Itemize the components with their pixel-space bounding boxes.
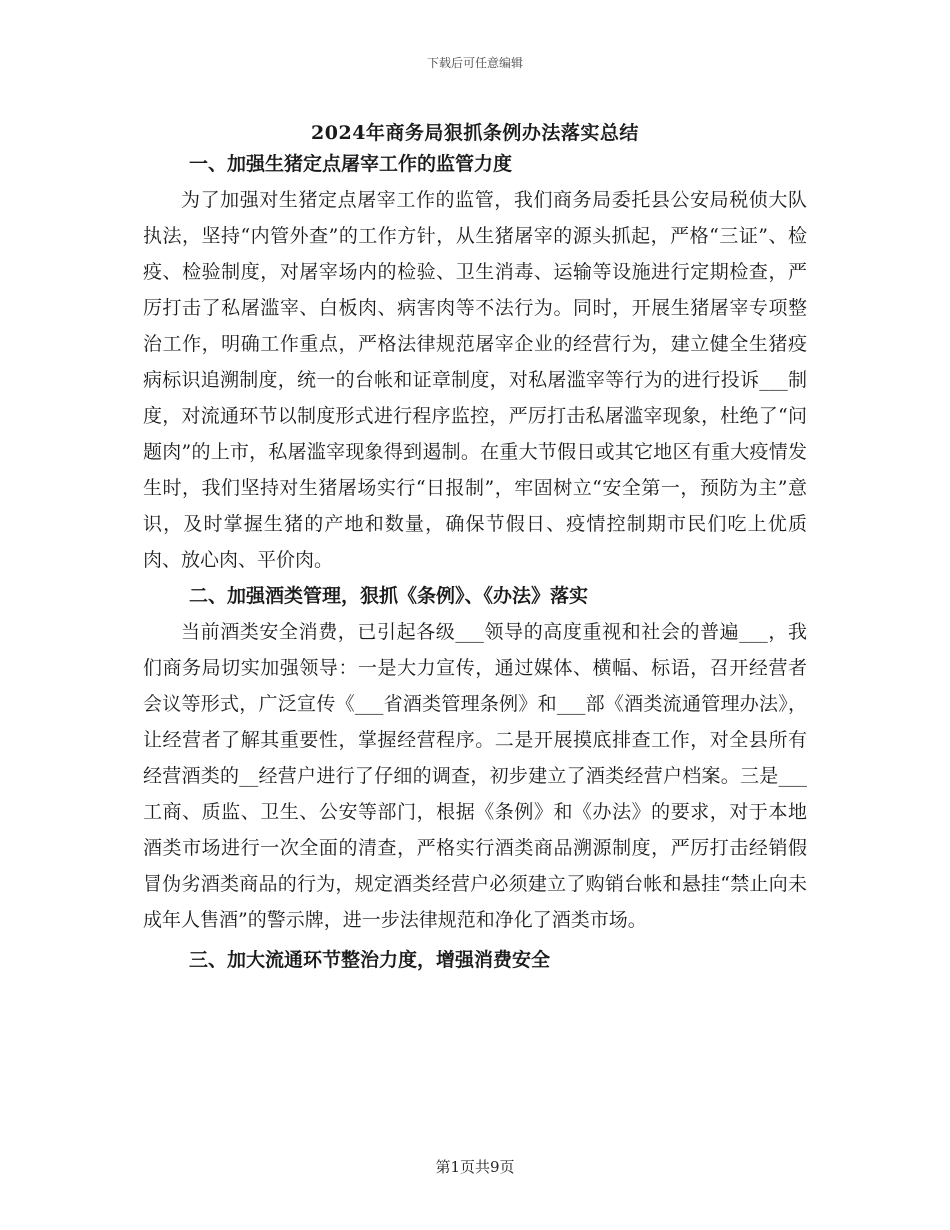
page-footer-number: 第1页共9页 bbox=[435, 1158, 515, 1176]
section-2-paragraph: 当前酒类安全消费，已引起各级___领导的高度重视和社会的普遍___，我们商务局切实加强领导：一是大力宣传，通过媒体、横幅、标语，召开经营者会议等形式，广泛宣传《___省酒类管理条例》和___部《酒类流通管理办法》，让经营者了解其重要性，掌握经营程序。二是开展摸底排查工作，对全县所有经营酒类的__经营户进行了仔细的调查，初步建立了酒类经营户档案。三是___工商、质监、卫生、公安等部门，根据《条例》和《办法》的要求，对于本地酒类市场进行一次全面的清查，严格实行酒类商品溯源制度，严厉打击经销假冒伪劣酒类商品的行为，规定酒类经营户必须建立了购销台帐和悬挂“禁止向未成年人售酒”的警示牌，进一步法律规范和净化了酒类市场。 bbox=[143, 621, 807, 931]
section-1-heading: 一、加强生猪定点屠宰工作的监管力度 bbox=[189, 153, 513, 175]
section-2-heading: 二、加强酒类管理，狠抓《条例》、《办法》落实 bbox=[189, 585, 589, 607]
section-1-paragraph: 为了加强对生猪定点屠宰工作的监管，我们商务局委托县公安局税侦大队执法，坚持“内管外查”的工作方针，从生猪屠宰的源头抓起，严格“三证”、检疫、检验制度，对屠宰场内的检验、卫生消毒、运输等设施进行定期检查，严厉打击了私屠滥宰、白板肉、病害肉等不法行为。同时，开展生猪屠宰专项整治工作，明确工作重点，严格法律规范屠宰企业的经营行为，建立健全生猪疫病标识追溯制度，统一的台帐和证章制度，对私屠滥宰等行为的进行投诉___制度，对流通环节以制度形式进行程序监控，严厉打击私屠滥宰现象，杜绝了“问题肉”的上市，私屠滥宰现象得到遏制。在重大节假日或其它地区有重大疫情发生时，我们坚持对生猪屠场实行“日报制”，牢固树立“安全第一，预防为主”意识，及时掌握生猪的产地和数量，确保节假日、疫情控制期市民们吃上优质肉、放心肉、平价肉。 bbox=[143, 189, 807, 571]
document-body bbox=[143, 146, 807, 978]
section-3-heading: 三、加大流通环节整治力度，增强消费安全 bbox=[189, 949, 551, 971]
page-header-note: 下载后可任意编辑 bbox=[426, 56, 523, 70]
document-title: 2024年商务局狠抓条例办法落实总结 bbox=[311, 122, 639, 144]
